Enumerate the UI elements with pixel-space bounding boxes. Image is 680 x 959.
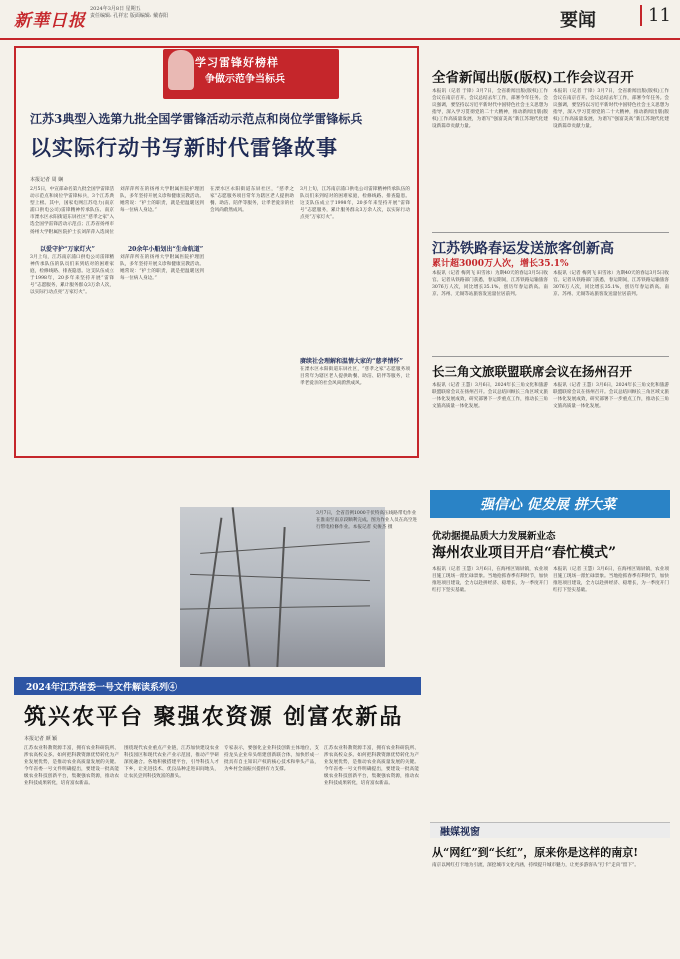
series-label: 2024年江苏省委一号文件解读系列④ [26,683,178,693]
article-4-col-a: 本报讯（记者 王慧）3月6日，在海州区锦屏镇，农业项目施工现场一派忙碌景象。当地抢抓春季有利时节，加快推进项目建设，全力以赴拼经济、稳增长，为一季度开门红打下坚实基础。 [432,567,548,594]
article-4-overline: 优动据提品质大力发展新业态 [432,531,556,542]
feature-column-2: 刘萍萍所在的扬州大学附属医院护理团队，多年坚持开展义诊和健康宣教活动。她常说：“护士的职责，就是把温暖送到每一位病人身边。” [120,187,204,214]
newspaper-logo: 新華日报 [14,11,86,31]
article-2-subhead: 累计超3000万人次，增长35.1% [432,259,569,269]
article-1-headline: 全省新闻出版(版权)工作会议召开 [432,70,634,86]
media-label: 融媒视窗 [440,827,480,838]
feature-column-1: 2月5日，中宣部命名第九批全国学雷锋活动示范点和岗位学雷锋标兵，3个江苏典型上榜。其中，国家电网江苏电力(南京浦口供电公司)雷锋精神传承队伍、南京市溧水区永阳街道东屏社区“慈孝之家”入选全国学雷锋活动示范点；江苏省扬州市扬州大学附属医院护士长刘萍萍入选岗位 [30,187,114,235]
article-4-col-b: 本报讯（记者 王慧）3月6日，在海州区锦屏镇，农业项目施工现场一派忙碌景象。当地抢抓春季有利时节，加快推进项目建设，全力以赴拼经济、稳增长，为一季度开门红打下坚实基础。 [553,567,669,594]
feature-column-1b: 3月上旬，江苏南京浦口供电公司雷锋精神传承队伍的队员们来到结对的困难家庭，检修线路、排查隐患。这支队伍成立于1998年，20多年来坚持开展“雷锋号”志愿服务，累计服务群众3万余人次，以实际行动点亮“万家灯火”。 [30,255,114,296]
series-column-1: 江苏农业科教资源丰富，拥有农业科研院所、涉农高校众多。如何把科教资源优势转化为产业发展优势，是推动农业高质量发展的关键。今年省委一号文件明确提出，要建设一批高能级农业科技创新平台，集聚强农资源，推动农业科技成果转化，培育富农新品。 [24,746,119,787]
promo-text: 强信心 促发展 拼大菜 [480,497,616,513]
issue-date: 2024年3月8日 星期五 [90,6,141,12]
series-byline: 本报记者 颜 颖 [24,736,58,742]
feature-subhead-3: 赓续社会理解和温情大家的“慈孝情怀” [300,358,403,365]
article-2-col-a: 本报讯（记者 梅剑飞 田雪冰）为期40天的春运3月5日收官。记者从铁路部门获悉，春运期间，江苏铁路运输旅客3076万人次，同比增长35.1%，创历年春运新高。南京、苏州、无锡等站旅客发送量位居前列。 [432,271,548,298]
banner-subtitle: 争做示范争当标兵 [205,74,285,85]
media-body: 南京以网红打卡地为引流，深挖城市文化内涵，持续提升城市魅力，让更多游客从“打卡”走向“留下”。 [432,863,639,868]
series-headline: 筑兴农平台 聚强农资源 创富农新品 [24,704,404,730]
lei-feng-portrait-icon [168,50,194,90]
power-line-photo [180,507,385,667]
article-3-headline: 长三角文旅联盟联席会议在扬州召开 [432,364,633,379]
feature-byline: 本报记者 周 娴 [30,177,64,183]
feature-column-4b: 在溧水区永阳街道东屏社区，“慈孝之家”志愿服务项目常年为辖区老人提供助餐、助洁、陪伴等服务，让孝老爱亲的社会风尚蔚然成风。 [300,367,410,387]
page-number: 11 [640,5,671,26]
feature-headline: 以实际行动书写新时代雷锋故事 [30,135,338,160]
series-column-2: 围绕现代农业重点产业链，江苏加快建设农业科技园区和现代农业产业示范园，推动产学研深度融合。各地积极搭建平台，引导科技人才下乡，让先进技术、优良品种走进田间地头，让农民尝到科技致富的甜头。 [124,746,219,780]
media-headline: 从“网红”到“长红”，原来你是这样的南京! [432,846,639,859]
article-2-headline: 江苏铁路春运发送旅客创新高 [432,241,614,257]
divider [432,232,669,233]
article-3-col-a: 本报讯（记者 王慧）3月6日，2024年长三角文化和旅游联盟联席会议在扬州召开。会议总结回顾长三角区域文旅一体化发展成效，研究部署下一步重点工作，推动长三角文旅高质量一体化发展。 [432,383,548,410]
editor-credit: 责任编辑: 孔祥宏 版面编辑: 戴春阳 [90,13,169,19]
feature-kicker: 江苏3典型入选第九批全国学雷锋活动示范点和岗位学雷锋标兵 [30,112,363,126]
feature-column-2b: 刘萍萍所在的扬州大学附属医院护理团队，多年坚持开展义诊和健康宣教活动。她常说：“护士的职责，就是把温暖送到每一位病人身边。” [120,255,204,282]
article-1-col-b: 本报讯（记者 于锋）3月7日，全省新闻出版(版权)工作会议在南京召开。会议总结去年工作，部署今年任务。会议强调，要坚持以习近平新时代中国特色社会主义思想为指导，深入学习贯彻党的二十大精神，推动新闻出版(版权)工作高质量发展，为谱写“强富美高”新江苏现代化建设新篇章贡献力量。 [553,89,669,130]
article-1-col-a: 本报讯（记者 于锋）3月7日，全省新闻出版(版权)工作会议在南京召开。会议总结去年工作，部署今年任务。会议强调，要坚持以习近平新时代中国特色社会主义思想为指导，深入学习贯彻党的二十大精神，推动新闻出版(版权)工作高质量发展，为谱写“强富美高”新江苏现代化建设新篇章贡献力量。 [432,89,548,130]
section-name: 要闻 [560,10,596,31]
feature-column-3: 在溧水区永阳街道东屏社区，“慈孝之家”志愿服务项目常年为辖区老人提供助餐、助洁、陪伴等服务，让孝老爱亲的社会风尚蔚然成风。 [210,187,294,214]
banner-title: 学习雷锋好榜样 [195,56,279,69]
issue-meta [90,6,168,20]
feature-subhead-2: 20余年小船划出“生命航道” [128,246,204,253]
series-column-4: 江苏农业科教资源丰富，拥有农业科研院所、涉农高校众多。如何把科教资源优势转化为产业发展优势，是推动农业高质量发展的关键。今年省委一号文件明确提出，要建设一批高能级农业科技创新平台，集聚强农资源，推动农业科技成果转化，培育富农新品。 [324,746,419,787]
series-column-3: 专家表示，要强化企业科技创新主体地位，支持龙头企业牵头组建创新联合体，加快形成一批具有自主知识产权的核心技术和拳头产品，为乡村全面振兴提供有力支撑。 [224,746,319,773]
article-3-col-b: 本报讯（记者 王慧）3月6日，2024年长三角文化和旅游联盟联席会议在扬州召开。会议总结回顾长三角区域文旅一体化发展成效，研究部署下一步重点工作，推动长三角文旅高质量一体化发展。 [553,383,669,410]
feature-subhead-1: 以爱守护“万家灯火” [40,246,95,253]
photo-caption: 3月7日，全省首例1000千伏特高压线路带电作业在淮南至南京段顺利完成。图为作业人员在高空进行带电检修作业。本报记者 史俊杰 摄 [316,511,418,530]
divider [432,356,669,357]
feature-column-4: 3月上旬，江苏南京浦口供电公司雷锋精神传承队伍的队员们来到结对的困难家庭，检修线路、排查隐患。这支队伍成立于1998年，20多年来坚持开展“雷锋号”志愿服务，累计服务群众3万余人次，以实际行动点亮“万家灯火”。 [300,187,410,221]
article-2-col-b: 本报讯（记者 梅剑飞 田雪冰）为期40天的春运3月5日收官。记者从铁路部门获悉，春运期间，江苏铁路运输旅客3076万人次，同比增长35.1%，创历年春运新高。南京、苏州、无锡等站旅客发送量位居前列。 [553,271,669,298]
article-4-headline: 海州农业项目开启“春忙模式” [432,545,617,561]
